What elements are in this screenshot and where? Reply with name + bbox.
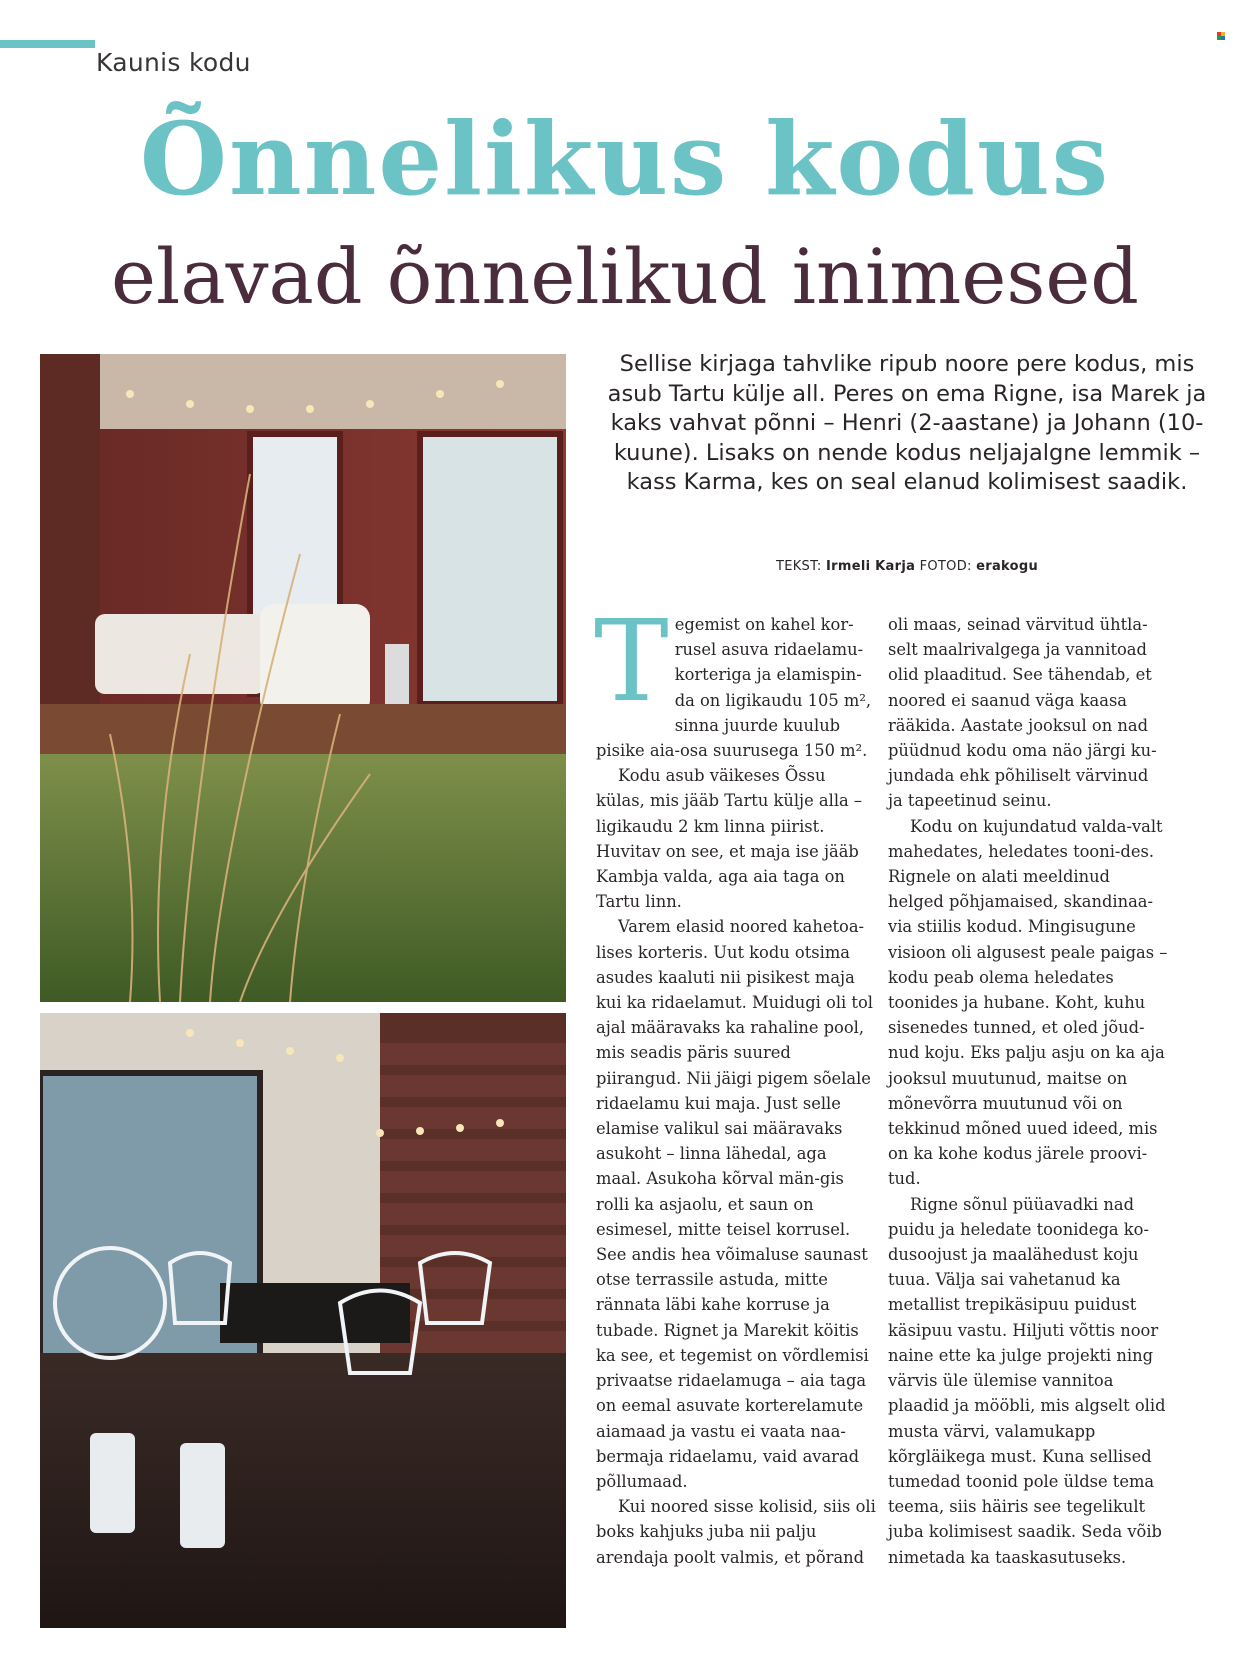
article-paragraph: oli maas, seinad värvitud ühtla-selt maalrivalgega ja vannitoad olid plaaditud. See tähendab, et noored ei saanud väga kaasa rääkida. Aastate jooksul on nad püüdnud kodu oma näo järgi ku-jundada ehk põhiliselt värvinud ja tapeetinud seinu.: [888, 615, 1157, 811]
article-column-1: [594, 597, 876, 1570]
text-credit-label: TEKST:: [775, 559, 822, 574]
intro-line: da on ligikaudu 105 m²,: [674, 690, 872, 710]
intro-line: rusel asuva ridaelamu-: [674, 640, 864, 660]
photo-credit-author: erakogu: [976, 559, 1039, 574]
credits: [592, 559, 1222, 574]
text-credit-author: Irmeli Karja: [826, 559, 916, 574]
intro-line: egemist on kahel kor-: [674, 615, 854, 634]
intro-rest: sinna juurde kuulub pisike aia-osa suurusega 150 m².: [596, 715, 868, 761]
article-paragraph: Varem elasid noored kahetoa-lises korteris. Uut kodu otsima asudes kaaluti nii pisikest maja kui ka ridaelamut. Muidugi oli tol ajal määravaks ka rahaline pool, mis seadis päris suured piirangud. Nii jäigi pigem sõelale ridaelamu kui maja. Just selle elamise valikul sai määravaks asukoht – linna lähedal, aga maal. Asukoha kõrval män-gis rolli ka asjaolu, et saun on esimesel, mitte teisel korrusel. See andis hea võimaluse saunast otse terrassile astuda, mitte rännata läbi kahe korruse ja tubade. Rignet ja Marekit köitis ka see, et tegemist on võrdlemisi privaatse ridaelamuga – aia taga on eemal asuvate korterelamute aiamaad ja vastu ei vaata naa-bermaja ridaelamu, vaid avarad põllumaad.: [596, 917, 873, 1491]
article-paragraph: Rigne sõnul püüavadki nad puidu ja heledate toonidega ko-dusoojust ja maalähedust koju tuua. Välja sai vahetanud ka metallist trepikäsipuu puidust käsipuu vastu. Hiljuti võttis noor naine ette ka julge projekti ning värvis üle ülemise vannitoa plaadid ja mööbli, mis algselt olid musta värvi, valamukapp kõrgläikega must. Kuna sellised tumedad toonid pole üldse tema teema, siis häiris see tegelikult juba kolimisest saadik. Seda võib nimetada ka taaskasutuseks.: [888, 1194, 1166, 1567]
drop-cap: T: [594, 597, 669, 727]
page-subtitle: elavad õnnelikud inimesed: [111, 232, 1139, 321]
intro-line: korteriga ja elamispin-: [674, 665, 862, 685]
accent-bar: [0, 40, 95, 48]
article-intro: [594, 597, 876, 763]
article-paragraph: Kui noored sisse kolisid, siis oli boks kahjuks juba nii palju arendaja poolt valmis, et põrand: [596, 1497, 876, 1567]
brand-mark-icon: [1217, 32, 1225, 40]
photo-credit-label: FOTOD:: [919, 559, 972, 574]
dining-terrace-photo: [40, 1013, 566, 1628]
article-paragraph: Kodu on kujundatud valda-valt mahedates, heledates tooni-des. Rignele on alati meeldinud helged põhjamaised, skandinaa-via stiilis kodud. Mingisugune visioon oli algusest peale paigas – kodu peab olema heledates toonides ja hubane. Koht, kuhu sisenedes tunned, et oled jõud-nud koju. Eks palju asju on ka aja jooksul muutunud, maitse on mõnevõrra muutunud või on tekkinud mõned uued ideed, mis on ka kohe kodus järele proovi-tud.: [888, 816, 1168, 1189]
page-title: Õnnelikus kodus: [139, 100, 1111, 218]
terrace-photo: [40, 354, 566, 1002]
article-paragraph: Kodu asub väikeses Õssu külas, mis jääb Tartu külje alla – ligikaudu 2 km linna piirist. Huvitav on see, et maja ise jääb Kambja valda, aga aia taga on Tartu linn.: [596, 766, 863, 912]
section-label: Kaunis kodu: [96, 48, 251, 77]
article-column-2: [888, 612, 1168, 1570]
lead-paragraph: Sellise kirjaga tahvlike ripub noore pere kodus, mis asub Tartu külje all. Peres on ema Rigne, isa Marek ja kaks vahvat põnni – Henri (2-aastane) ja Johann (10-kuune). Lisaks on nende kodus neljajalgne lemmik – kass Karma, kes on seal elanud kolimisest saadik.: [607, 351, 1207, 495]
